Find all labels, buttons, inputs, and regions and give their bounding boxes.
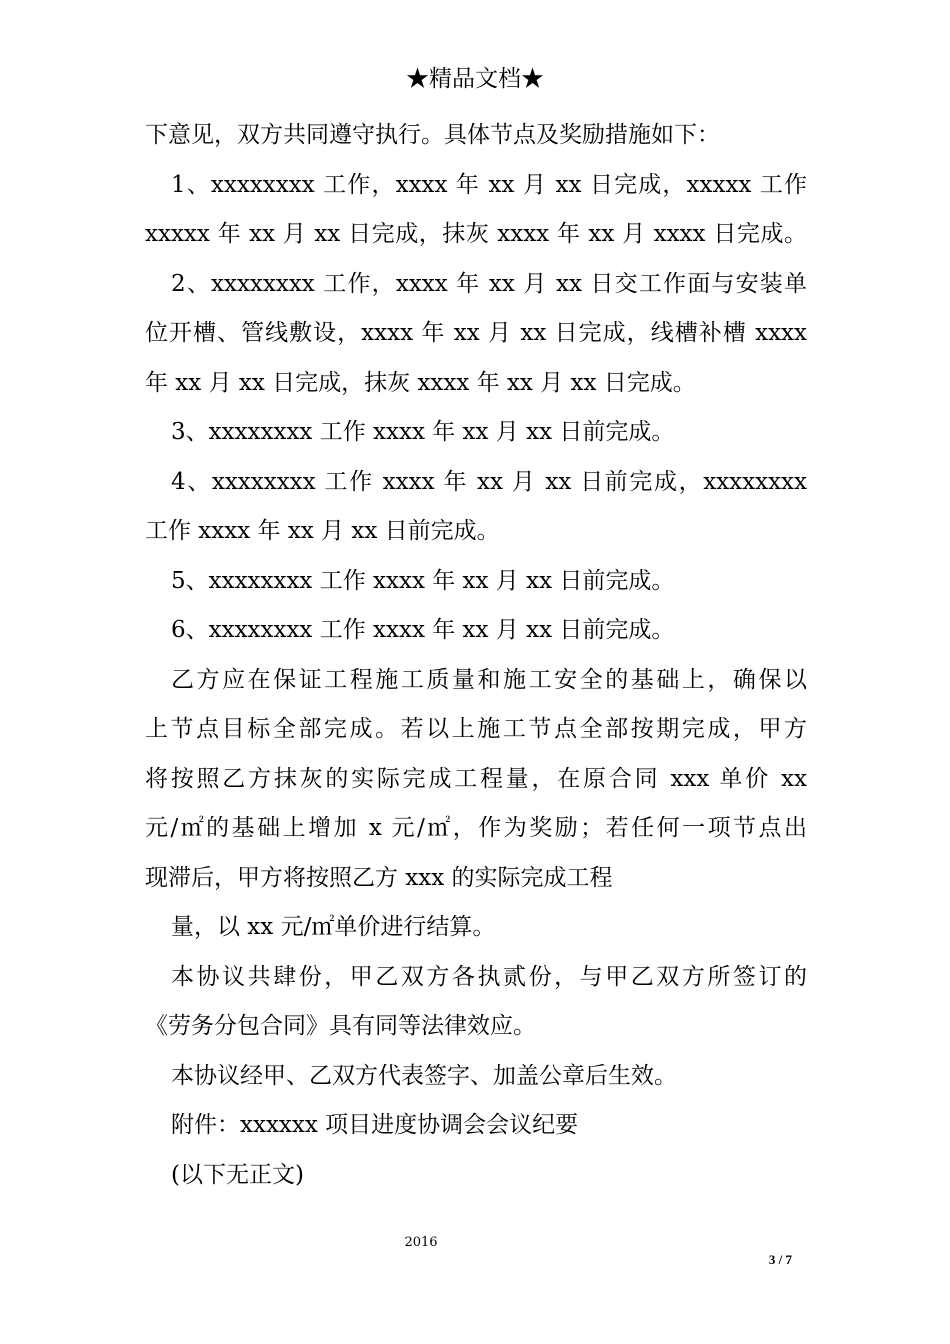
list-item-1-line-1: 1、xxxxxxxx 工作，xxxx 年 xx 月 xx 日完成，xxxxx 工作 bbox=[171, 171, 807, 198]
list-item-1-line-2: xxxxx 年 xx 月 xx 日完成，抹灰 xxxx 年 xx 月 xxxx 日完成。 bbox=[145, 221, 807, 247]
list-item-4-line-2: 工作 xxxx 年 xx 月 xx 日前完成。 bbox=[145, 518, 500, 544]
reward-paragraph-line-1: 乙方应在保证工程施工质量和施工安全的基础上，确保以 bbox=[171, 666, 807, 693]
document-body bbox=[145, 111, 807, 1200]
reward-paragraph-line-5: 现滞后，甲方将按照乙方 xxx 的实际完成工程 bbox=[145, 864, 613, 891]
list-item-2-line-2: 位开槽、管线敷设，xxxx 年 xx 月 xx 日完成，线槽补槽 xxxx bbox=[145, 320, 807, 346]
copies-paragraph-line-2: 《劳务分包合同》具有同等法律效应。 bbox=[145, 1013, 536, 1039]
list-item-4-line-1: 4、xxxxxxxx 工作 xxxx 年 xx 月 xx 日前完成，xxxxxxxx bbox=[171, 468, 807, 495]
list-item-5: 5、xxxxxxxx 工作 xxxx 年 xx 月 xx 日前完成。 bbox=[171, 567, 675, 594]
page-number: 3 / 7 bbox=[768, 1252, 792, 1267]
attachment-line: 附件：xxxxxx 项目进度协调会会议纪要 bbox=[171, 1112, 579, 1138]
reward-paragraph-line-6: 量，以 xx 元/㎡单价进行结算。 bbox=[171, 914, 496, 940]
paragraph-line: 下意见，双方共同遵守执行。具体节点及奖励措施如下： bbox=[145, 122, 720, 148]
list-item-2-line-1: 2、xxxxxxxx 工作，xxxx 年 xx 月 xx 日交工作面与安装单 bbox=[171, 270, 807, 297]
copies-paragraph-line-1: 本协议共肆份，甲乙双方各执贰份，与甲乙双方所签订的 bbox=[171, 963, 807, 990]
footer-year: 2016 bbox=[404, 1235, 438, 1250]
list-item-3: 3、xxxxxxxx 工作 xxxx 年 xx 月 xx 日前完成。 bbox=[171, 419, 675, 445]
reward-paragraph-line-3: 将按照乙方抹灰的实际完成工程量，在原合同 xxx 单价 xx bbox=[145, 765, 807, 792]
end-of-text-note: (以下无正文) bbox=[171, 1161, 304, 1188]
page-header-title: ★精品文档★ bbox=[406, 66, 544, 92]
effective-paragraph: 本协议经甲、乙双方代表签字、加盖公章后生效。 bbox=[171, 1062, 677, 1089]
list-item-2-line-3: 年 xx 月 xx 日完成，抹灰 xxxx 年 xx 月 xx 日完成。 bbox=[145, 369, 696, 396]
reward-paragraph-line-2: 上节点目标全部完成。若以上施工节点全部按期完成，甲方 bbox=[145, 716, 807, 742]
list-item-6: 6、xxxxxxxx 工作 xxxx 年 xx 月 xx 日前完成。 bbox=[171, 617, 675, 643]
reward-paragraph-line-4: 元/㎡的基础上增加 x 元/㎡，作为奖励；若任何一项节点出 bbox=[145, 815, 807, 841]
